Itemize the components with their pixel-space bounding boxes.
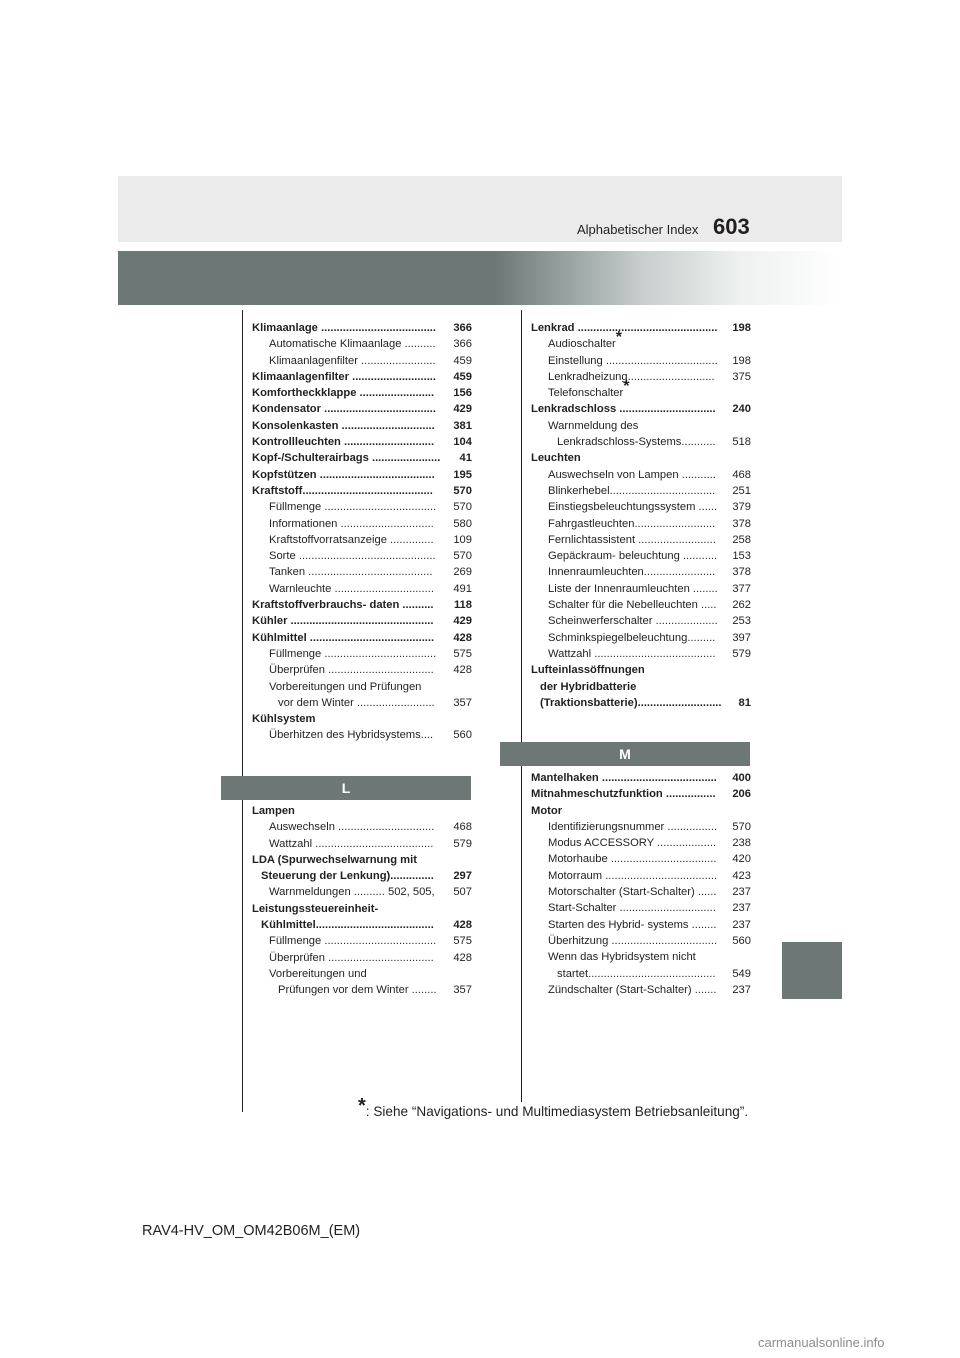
index-entry-page: 357: [453, 696, 472, 709]
index-entry: [252, 320, 472, 336]
index-entry-page: 375: [732, 370, 751, 383]
index-entry: [531, 450, 751, 466]
index-entry: [252, 679, 472, 695]
index-entry-text: Schminkspiegelbeleuchtung.........: [548, 631, 716, 644]
index-entry-page: 429: [453, 403, 472, 416]
index-entry-text: Zündschalter (Start-Schalter) .......: [548, 983, 717, 996]
index-entry-text: Füllmenge ....................................: [269, 501, 437, 514]
index-entry-text: Gepäckraum- beleuchtung ...........: [548, 550, 718, 563]
index-entry: [531, 900, 751, 916]
index-entry-text: Wattzahl .......................................: [548, 647, 716, 660]
index-entry-text: Starten des Hybrid- systems ........: [548, 918, 717, 931]
index-entry: [531, 982, 751, 998]
index-entry-text: Warnleuchte ................................: [269, 582, 434, 595]
index-entry-page: 237: [732, 902, 751, 915]
index-entry-text: Leuchten: [531, 452, 581, 465]
index-entry: [531, 949, 751, 965]
index-entry-text: Start-Schalter ...............................: [548, 902, 716, 915]
index-entry-page: 198: [732, 354, 751, 367]
index-entry: [531, 516, 751, 532]
index-entry-page: 237: [732, 983, 751, 996]
header-band: [118, 251, 842, 305]
index-entry-page: 153: [732, 550, 751, 563]
index-entry: [531, 884, 751, 900]
index-entry-text: vor dem Winter .........................: [278, 696, 435, 709]
index-entry-page: 507: [453, 886, 472, 899]
index-entry-text: Lenkradheizung............................: [548, 370, 715, 383]
index-entry: [531, 353, 751, 369]
index-entry-text: Kühlsystem: [252, 713, 316, 726]
index-entry-text: Klimaanlagenfilter ...........................: [252, 370, 437, 383]
footnote-star-marker: *: [623, 378, 630, 396]
index-entry: [252, 711, 472, 727]
index-entry: [531, 786, 751, 802]
index-entry: [252, 646, 472, 662]
index-entry-page: 81: [738, 696, 751, 709]
index-entry-page: 428: [453, 919, 472, 932]
index-entry: [531, 917, 751, 933]
index-entry-page: 420: [732, 853, 751, 866]
index-column-left-k: [252, 320, 472, 744]
index-entry-page: 423: [732, 869, 751, 882]
index-entry: [531, 564, 751, 580]
index-entry-page: 468: [732, 468, 751, 481]
index-entry-page: 579: [732, 647, 751, 660]
footnote-star-marker: *: [615, 329, 623, 347]
index-entry-page: 459: [453, 370, 472, 383]
index-entry-text: Überprüfen ..................................: [269, 951, 434, 964]
index-entry-text: Automatische Klimaanlage ..........: [269, 338, 436, 351]
index-entry-page: 400: [732, 772, 751, 784]
index-entry-page: 379: [732, 501, 751, 514]
index-entry-page: 253: [732, 615, 751, 628]
index-entry: [252, 966, 472, 982]
index-entry-text: Kraftstoffvorratsanzeige ..............: [269, 533, 434, 546]
index-entry-text: Überprüfen ..................................: [269, 664, 434, 677]
index-entry: [531, 695, 751, 711]
index-entry-text: Sorte ............................................: [269, 550, 436, 563]
index-entry: [252, 630, 472, 646]
footnote-text: : Siehe “Navigations- und Multimediasystem Betriebsanleitung”.: [365, 1104, 749, 1119]
index-entry-text: Kondensator ....................................: [252, 403, 436, 416]
index-entry: [252, 385, 472, 401]
index-entry: [252, 819, 472, 835]
index-entry-text: Kopf-/Schulterairbags ......................: [252, 452, 441, 465]
index-entry: [531, 868, 751, 884]
index-entry-page: 570: [453, 484, 472, 497]
index-entry-text: Informationen ..............................: [269, 517, 434, 530]
index-entry: [252, 884, 472, 900]
index-entry: [531, 581, 751, 597]
index-entry-text: Füllmenge ....................................: [269, 647, 437, 660]
index-entry-page: 549: [732, 967, 751, 980]
index-entry-text: Motorschalter (Start-Schalter) ......: [548, 886, 717, 899]
index-entry-page: 381: [453, 419, 472, 432]
index-entry-page: 575: [453, 647, 472, 660]
index-entry: [252, 662, 472, 678]
index-entry: [252, 418, 472, 434]
index-entry: [252, 581, 472, 597]
index-entry: [531, 835, 751, 851]
index-entry-page: 41: [459, 452, 472, 465]
index-entry: [531, 378, 751, 401]
index-entry-page: 240: [732, 403, 751, 416]
index-entry: [252, 353, 472, 369]
index-entry: [531, 679, 751, 695]
index-entry-page: 297: [453, 870, 472, 883]
index-entry: [252, 852, 472, 868]
index-entry-text: Lenkradschloss ...............................: [531, 403, 716, 416]
section-header-m: M: [500, 742, 750, 766]
index-entry-text: Überhitzung ..................................: [548, 934, 718, 947]
index-entry-text: Überhitzen des Hybridsystems....: [269, 729, 434, 742]
index-entry-page: 366: [453, 322, 472, 334]
index-entry-page: 198: [732, 322, 751, 334]
index-entry: [531, 499, 751, 515]
index-entry-text: Lenkrad .............................................: [531, 322, 718, 334]
index-entry-text: Tanken ........................................: [269, 566, 433, 579]
index-entry-page: 366: [453, 338, 472, 351]
index-entry: [252, 516, 472, 532]
index-entry-page: 262: [732, 599, 751, 612]
index-entry-text: Klimaanlage .....................................: [252, 322, 437, 334]
index-entry-page: 357: [453, 984, 472, 997]
index-entry-text: Füllmenge ....................................: [269, 935, 437, 948]
index-entry-page: 378: [732, 566, 751, 579]
index-entry: [252, 450, 472, 466]
watermark: carmanualsonline.info: [758, 1335, 885, 1350]
index-entry: [252, 950, 472, 966]
index-entry-text: Motorhaube ..................................: [548, 853, 717, 866]
index-entry: [531, 613, 751, 629]
index-entry-text: Scheinwerferschalter ....................: [548, 615, 718, 628]
index-entry: [252, 532, 472, 548]
index-entry-text: Konsolenkasten ..............................: [252, 419, 435, 432]
footnote: [358, 1095, 749, 1122]
index-entry-page: 237: [732, 918, 751, 931]
index-entry: [252, 695, 472, 711]
index-entry-page: 560: [453, 729, 472, 742]
column-divider: [521, 310, 522, 1102]
index-entry: [252, 564, 472, 580]
index-entry-page: 468: [453, 821, 472, 834]
index-entry: [531, 329, 751, 352]
index-entry-text: Telefonschalter: [548, 387, 624, 400]
index-entry-page: 428: [453, 951, 472, 964]
index-entry-page: 429: [453, 615, 472, 628]
index-entry-text: Innenraumleuchten.......................: [548, 566, 716, 579]
index-entry-page: 377: [732, 582, 751, 595]
index-entry-text: Klimaanlagenfilter ........................: [269, 354, 436, 367]
index-entry-page: 570: [453, 501, 472, 514]
index-entry-page: 251: [732, 484, 751, 497]
index-entry-text: Fernlichtassistent .........................: [548, 533, 716, 546]
index-entry: [531, 803, 751, 819]
index-entry: [252, 369, 472, 385]
index-entry-page: 195: [453, 468, 472, 481]
index-column-left-l: [252, 803, 472, 999]
index-entry-page: 580: [453, 517, 472, 530]
index-entry-text: Modus ACCESSORY ...................: [548, 837, 717, 850]
index-entry-page: 570: [732, 820, 751, 833]
index-entry-text: Kraftstoff..........................................: [252, 484, 433, 497]
index-entry-text: Kraftstoffverbrauchs- daten ..........: [252, 599, 434, 612]
index-entry-text: Liste der Innenraumleuchten ........: [548, 582, 718, 595]
index-entry: [531, 933, 751, 949]
index-entry: [531, 548, 751, 564]
index-entry-page: 397: [732, 631, 751, 644]
index-entry: [252, 401, 472, 417]
index-entry: [252, 336, 472, 352]
index-entry: [252, 917, 472, 933]
index-entry-text: Lenkradschloss-Systems...........: [557, 436, 716, 449]
index-entry-page: 237: [732, 886, 751, 899]
index-entry-page: 258: [732, 533, 751, 546]
index-entry-text: Leistungssteuereinheit-: [252, 902, 379, 915]
index-entry: [531, 646, 751, 662]
index-entry-page: 560: [732, 934, 751, 947]
index-entry-text: LDA (Spurwechselwarnung mit: [252, 853, 417, 866]
index-entry-text: Lufteinlassöffnungen: [531, 664, 645, 677]
index-entry-page: 269: [453, 566, 472, 579]
index-entry-text: Audioschalter: [548, 338, 616, 351]
index-entry: [252, 727, 472, 743]
index-entry: [531, 597, 751, 613]
index-entry-page: 118: [453, 599, 472, 612]
page-title: Alphabetischer Index: [577, 222, 699, 237]
index-entry-text: Einstiegsbeleuchtungssystem ......: [548, 501, 718, 514]
index-entry: [531, 630, 751, 646]
index-entry-page: 579: [453, 837, 472, 850]
index-entry-text: Wenn das Hybridsystem nicht: [548, 951, 696, 964]
index-entry-page: 104: [453, 436, 472, 449]
index-entry-text: Kühler ..............................................: [252, 615, 434, 628]
index-entry-page: 206: [732, 788, 751, 801]
index-entry-page: 491: [453, 582, 472, 595]
index-entry-page: 575: [453, 935, 472, 948]
index-entry: [252, 901, 472, 917]
page-number: 603: [713, 214, 750, 239]
index-entry-page: 459: [453, 354, 472, 367]
index-entry-page: 109: [453, 533, 472, 546]
index-entry: [531, 532, 751, 548]
index-entry: [252, 803, 472, 819]
index-entry: [252, 613, 472, 629]
index-entry-text: Mitnahmeschutzfunktion ................: [531, 788, 716, 801]
index-entry-text: Warnmeldung des: [548, 419, 639, 432]
index-entry: [252, 933, 472, 949]
index-entry: [531, 851, 751, 867]
chapter-tab: [782, 942, 842, 999]
index-entry-page: 428: [453, 664, 472, 677]
index-entry: [252, 467, 472, 483]
index-entry: [531, 770, 751, 786]
index-entry: [252, 982, 472, 998]
index-entry: [252, 548, 472, 564]
index-entry-page: 378: [732, 517, 751, 530]
index-entry-text: Steuerung der Lenkung)..............: [261, 870, 434, 883]
index-entry: [252, 836, 472, 852]
index-entry: [531, 467, 751, 483]
index-entry: [531, 434, 751, 450]
index-entry-text: Vorbereitungen und: [269, 967, 367, 980]
index-entry: [531, 819, 751, 835]
index-entry-text: Motor: [531, 804, 563, 817]
index-entry: [531, 320, 751, 336]
index-entry-page: 428: [453, 631, 472, 644]
index-entry-text: Kühlmittel ........................................: [252, 631, 435, 644]
index-entry-text: Blinkerhebel..................................: [548, 484, 716, 497]
footnote-asterisk: *: [358, 1095, 366, 1117]
index-entry-text: der Hybridbatterie: [540, 680, 637, 693]
index-entry: [531, 483, 751, 499]
index-entry: [252, 597, 472, 613]
index-entry-text: Lampen: [252, 805, 295, 817]
index-entry-text: startet.........................................: [557, 967, 716, 980]
index-entry-text: Auswechseln ...............................: [269, 821, 435, 834]
index-entry: [531, 662, 751, 678]
index-entry-page: 238: [732, 837, 751, 850]
index-entry-text: Motorraum ....................................: [548, 869, 718, 882]
index-column-right-m: [531, 770, 751, 998]
index-entry: [252, 483, 472, 499]
index-entry-text: Warnmeldungen .......... 502, 505,: [269, 886, 435, 899]
left-margin-rule: [242, 310, 243, 1112]
index-entry-page: 156: [453, 387, 472, 400]
index-entry: [252, 434, 472, 450]
index-entry-text: Komfortheckklappe ........................: [252, 387, 435, 400]
index-entry-text: Auswechseln von Lampen ...........: [548, 468, 716, 481]
index-entry-text: Einstellung ....................................: [548, 354, 718, 367]
index-entry-text: Identifizierungsnummer ................: [548, 820, 718, 833]
index-entry-text: Prüfungen vor dem Winter ........: [278, 984, 437, 997]
index-entry-text: Schalter für die Nebelleuchten .....: [548, 599, 717, 612]
index-entry-text: Fahrgastleuchten..........................: [548, 517, 716, 530]
index-entry: [531, 401, 751, 417]
index-entry-text: Wattzahl ......................................: [269, 837, 434, 850]
index-entry-text: Kontrollleuchten .............................: [252, 436, 435, 449]
document-code: RAV4-HV_OM_OM42B06M_(EM): [142, 1223, 361, 1239]
index-entry-text: Kühlmittel......................................: [261, 919, 434, 932]
index-column-right-l: [531, 320, 751, 711]
index-entry: [531, 418, 751, 434]
index-entry-text: Kopfstützen .....................................: [252, 468, 435, 481]
index-entry-text: Vorbereitungen und Prüfungen: [269, 680, 422, 693]
index-entry: [531, 369, 751, 385]
index-entry: [252, 868, 472, 884]
index-entry: [252, 499, 472, 515]
section-header-l: L: [221, 776, 471, 800]
index-entry-page: 518: [732, 436, 751, 449]
index-entry-text: Mantelhaken .....................................: [531, 772, 717, 784]
index-entry-page: 570: [453, 550, 472, 563]
index-entry: [531, 966, 751, 982]
index-entry-text: (Traktionsbatterie)...........................: [540, 696, 722, 709]
